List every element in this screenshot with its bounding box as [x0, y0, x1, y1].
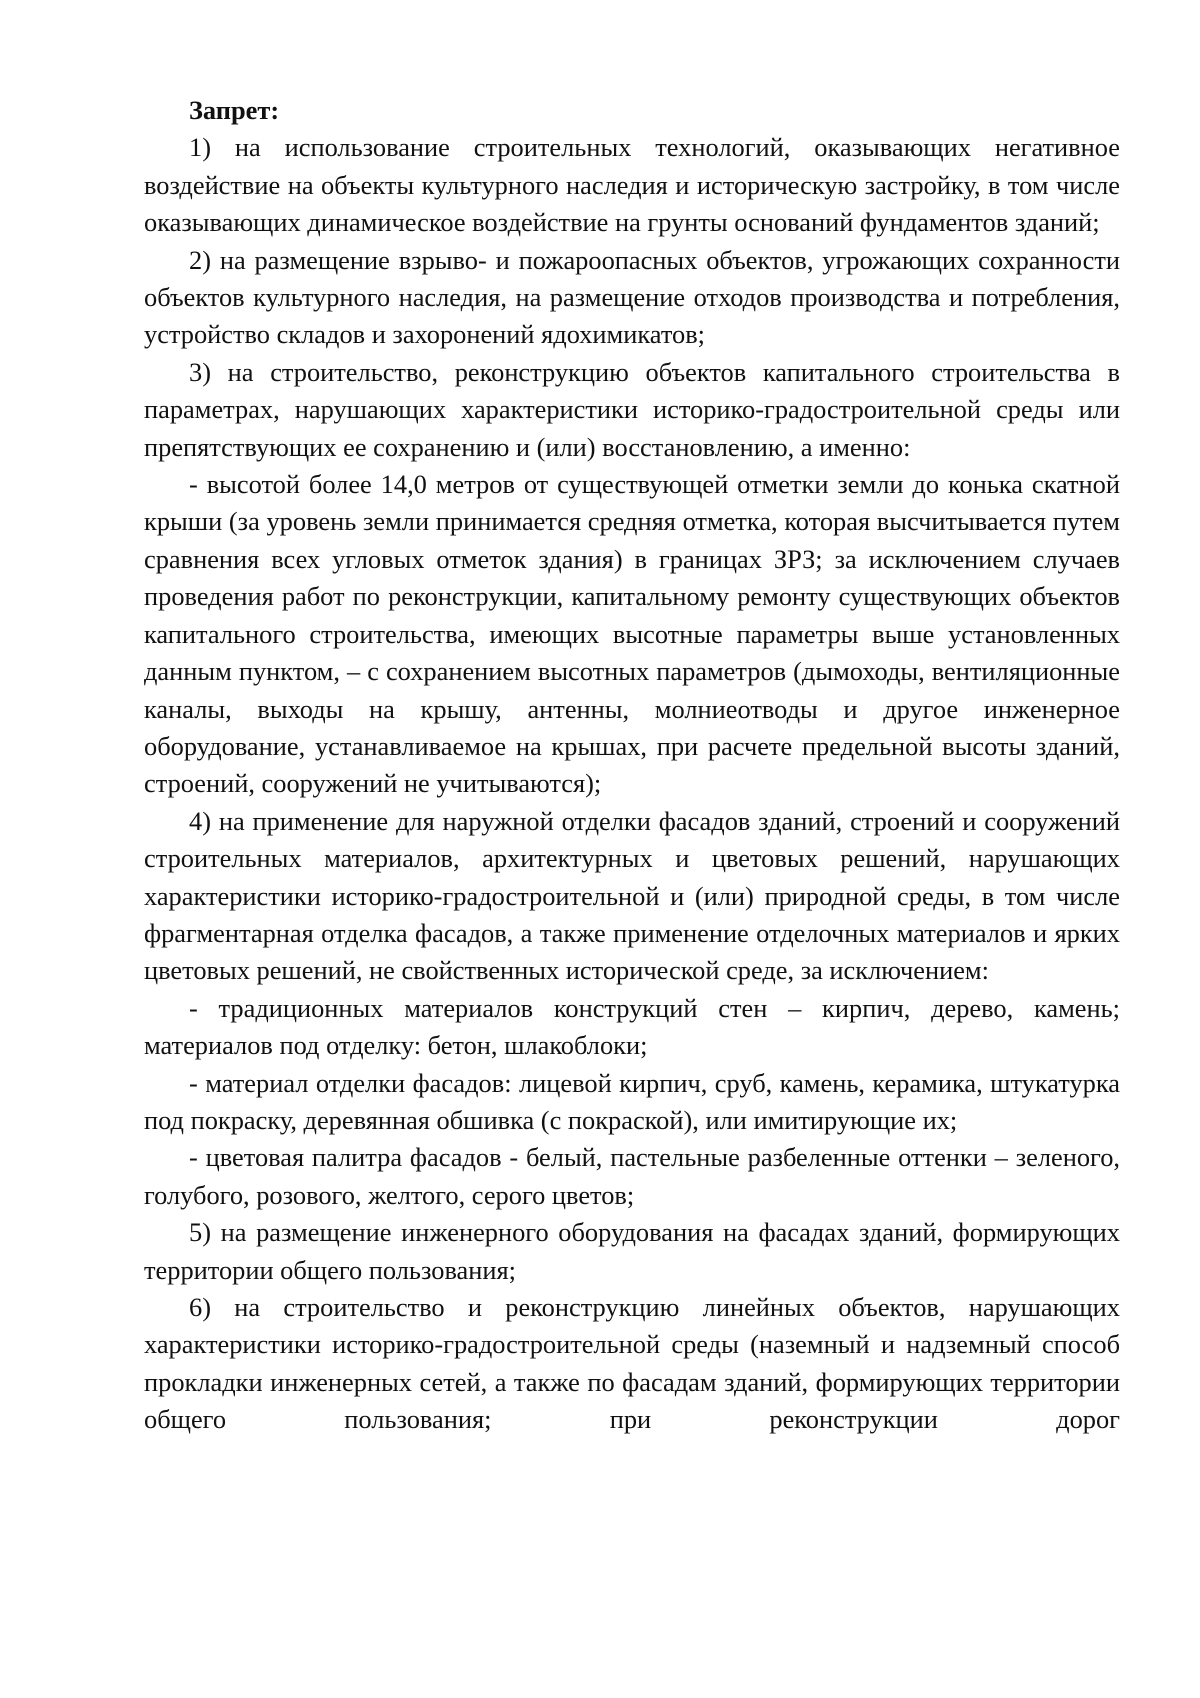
section-heading: Запрет: [189, 95, 280, 125]
paragraph-item-6: 6) на строительство и реконструкцию линейных объектов, нарушающих характеристики историко-градостроительной среды (наземный и надземный способ прокладки инженерных сетей, а также по фасадам зданий, формирующих территории общего пользования; при реконструкции дорог [144, 1292, 1120, 1435]
paragraph-item-1: 1) на использование строительных технологий, оказывающих негативное воздействие на объекты культурного наследия и историческую застройку, в том числе оказывающих динамическое воздействие на грунты оснований фундаментов зданий; [144, 132, 1120, 238]
paragraph-color-palette: - цветовая палитра фасадов - белый, пастельные разбеленные оттенки – зеленого, голубого, розового, желтого, серого цветов; [144, 1142, 1120, 1210]
paragraph-item-2: 2) на размещение взрыво- и пожароопасных объектов, угрожающих сохранности объектов культурного наследия, на размещение отходов производства и потребления, устройство складов и захоронений ядохимикатов; [144, 244, 1120, 350]
paragraph-item-4: 4) на применение для наружной отделки фасадов зданий, строений и сооружений строительных материалов, архитектурных и цветовых решений, нарушающих характеристики историко-градостроительной и (или) природной среды, в том числе фрагментарная отделка фасадов, а также применение отделочных материалов и ярких цветовых решений, не свойственных исторической среде, за исключением: [144, 805, 1120, 986]
paragraph-item-5: 5) на размещение инженерного оборудования на фасадах зданий, формирующих территории общего пользования; [144, 1217, 1120, 1285]
document-body [144, 92, 1120, 1439]
paragraph-facade-materials: - материал отделки фасадов: лицевой кирпич, сруб, камень, керамика, штукатурка под покраску, деревянная обшивка (с покраской), или имитирующие их; [144, 1067, 1120, 1135]
paragraph-wall-materials: - традиционных материалов конструкций стен – кирпич, дерево, камень; материалов под отделку: бетон, шлакоблоки; [144, 992, 1120, 1061]
paragraph-item-3: 3) на строительство, реконструкцию объектов капитального строительства в параметрах, нарушающих характеристики историко-градостроительной среды или препятствующих ее сохранению и (или) восстановлению, а именно: [144, 356, 1120, 462]
paragraph-height-limit: - высотой более 14,0 метров от существующей отметки земли до конька скатной крыши (за уровень земли принимается средняя отметка, которая высчитывается путем сравнения всех угловых отметок здания) в границах ЗРЗ; за исключением случаев проведения работ по реконструкции, капитальному ремонту существующих объектов капитального строительства, имеющих высотные параметры выше установленных данным пунктом, – с сохранением высотных параметров (дымоходы, вентиляционные каналы, выходы на крышу, антенны, молниеотводы и другое инженерное оборудование, устанавливаемое на крышах, при расчете предельной высоты зданий, строений, сооружений не учитываются); [144, 469, 1120, 799]
